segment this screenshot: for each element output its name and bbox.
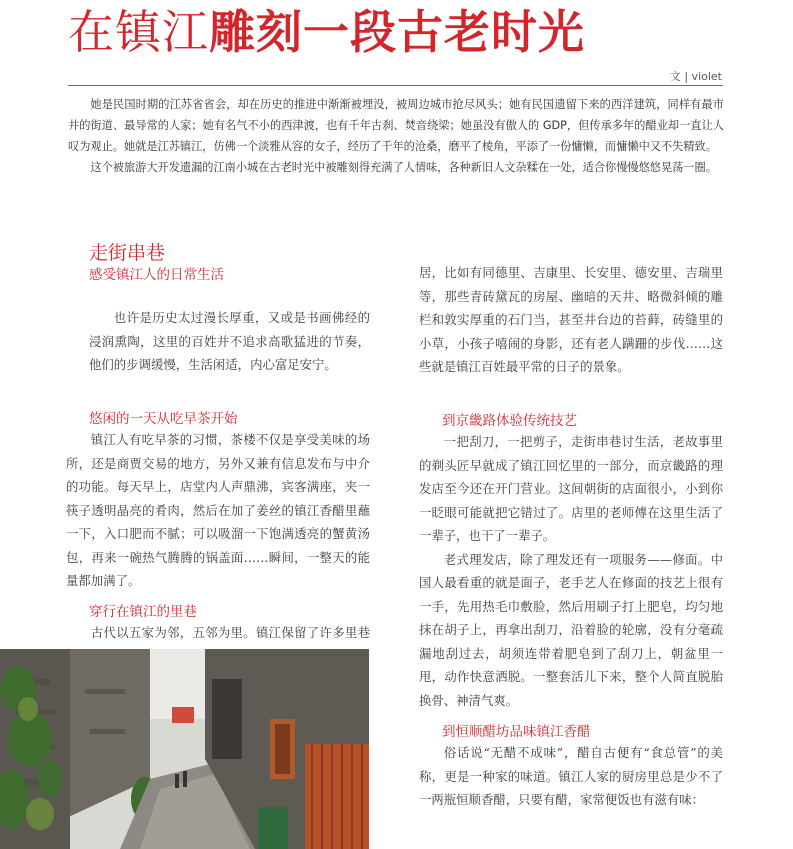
title-bold: 雕刻一段古老时光	[209, 5, 585, 59]
right-para-0	[419, 261, 723, 379]
left-para-1	[89, 306, 370, 377]
right-para-3	[419, 741, 723, 812]
paragraph: 古代以五家为邻，五邻为里。镇江保留了许多里巷	[90, 625, 370, 640]
subheading-jingji-road: 到京畿路体验传统技艺	[442, 413, 577, 429]
subheading-lanes: 穿行在镇江的里巷	[89, 604, 197, 620]
article-title	[68, 2, 585, 62]
right-para-1	[419, 430, 723, 712]
intro-block	[68, 94, 724, 178]
subheading-morning-tea: 悠闲的一天从吃早茶开始	[89, 411, 238, 427]
paragraph: 老式理发店，除了理发还有一项服务——修面。中国人最看重的就是面子，老手艺人在修面的技艺上很有一手，先用热毛巾敷脸，然后用刷子打上肥皂，均匀地抹在胡子上，再拿出刮刀，沿着脸的轮廓，没有分毫疏漏地刮过去，胡须连带着肥皂到了刮刀上，朝盆里一甩，动作快意洒脱。一整套活儿下来，整个人简直脱胎换骨、神清气爽。	[419, 551, 723, 708]
section-subtitle: 感受镇江人的日常生活	[89, 267, 224, 283]
byline: 文 | violet	[669, 70, 722, 83]
section-title: 走街串巷	[89, 242, 166, 264]
intro-paragraph: 这个被旅游大开发遗漏的江南小城在古老时光中被雕刻得充满了人情味，各种新旧人文杂糅在一处，适合你慢慢悠悠晃荡一圈。	[90, 161, 717, 174]
paragraph: 镇江人有吃早茶的习惯，茶楼不仅是享受美味的场所，还是商贾交易的地方，另外又兼有信息发布与中介的功能。每天早上，店堂内人声鼎沸，宾客满座，夹一筷子透明晶亮的肴肉，然后在加了姜丝的镇江香醋里蘸一下，入口肥而不腻；可以吸溜一下饱满透亮的蟹黄汤包，再来一碗热气腾腾的锅盖面……瞬间，一整天的能量都加满了。	[66, 432, 370, 588]
title-light: 在镇江	[68, 5, 209, 59]
alley-photo	[0, 649, 369, 849]
paragraph: 俗话说“无醋不成味”，醋自古便有“食总管”的美称，更是一种家的味道。镇江人家的厨房里总是少不了一两瓶恒顺香醋，只要有醋，家常便饭也有滋有味：	[419, 745, 723, 807]
left-para-2	[66, 428, 370, 593]
paragraph: 一把刮刀，一把剪子，走街串巷讨生活，老故事里的剃头匠早就成了镇江回忆里的一部分，而京畿路的理发店至今还在开门营业。这间朝街的店面很小，小到你一眨眼可能就把它错过了。店里的老师傅在这里生活了一辈子，也干了一辈子。	[419, 434, 723, 543]
header-divider	[68, 85, 723, 86]
paragraph: 居，比如有同德里、吉康里、长安里、德安里、吉瑞里等，那些青砖黛瓦的房屋、幽暗的天井、略微斜倾的雕栏和敦实厚重的石门当，甚至井台边的苔藓，砖缝里的小草，小孩子嘻闹的身影，还有老人蹒跚的步伐……这些就是镇江百姓最平常的日子的景象。	[419, 265, 723, 374]
subheading-hengshun: 到恒顺醋坊品味镇江香醋	[442, 724, 591, 740]
paragraph: 也许是历史太过漫长厚重，又或是书画佛经的浸润熏陶，这里的百姓并不追求高歌猛进的节奏，他们的步调缓慢，生活闲适，内心富足安宁。	[89, 310, 370, 372]
intro-paragraph: 她是民国时期的江苏省省会，却在历史的推进中渐渐被埋没，被周边城市抢尽风头；她有民国遗留下来的西洋建筑，同样有最市井的街道、最导常的人家；她有名气不小的西津渡，也有千年古刹、焚音绕梁；她虽没有傲人的 GDP，但传承多年的醋业却一直让人叹为观止。她就是江苏镇江，仿佛一个淡雅从容的女子，经历了千年的沧桑，磨平了棱角，平添了一份慵懒，而慵懒中又不失精致。	[68, 98, 724, 153]
